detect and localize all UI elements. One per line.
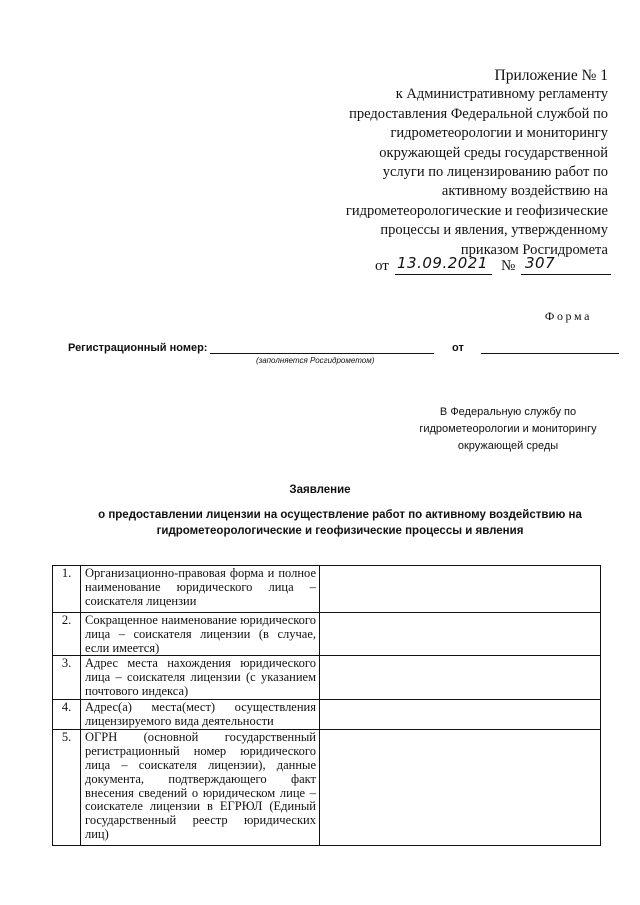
table-row [53,730,601,846]
addressee-line: В Федеральную службу по [439,406,577,418]
appendix-line: гидрометеорологические и геофизические [345,202,608,219]
row-label: Адрес(а) места(мест) осуществления лицензируемого вида деятельности [81,700,320,730]
application-table [52,565,601,846]
row-label: Адрес места нахождения юридического лица – соискателя лицензии (с указанием почтового индекса) [81,656,320,700]
row-number: 4. [53,700,81,730]
appendix-line: процессы и явления, утвержденному [380,222,608,239]
row-value-field[interactable] [320,700,601,730]
row-label: Организационно-правовая форма и полное наименование юридического лица – соискателя лицензии [81,566,320,613]
order-no: 307 [525,254,556,272]
form-label: Форма [544,309,592,323]
order-date-underline [395,274,492,275]
statement-title: Заявление [289,484,351,496]
row-number: 1. [53,566,81,613]
row-label: Сокращенное наименование юридического лица – соискателя лицензии (в случае, если имеется) [81,613,320,656]
order-no-label: № [501,258,516,274]
row-number: 3. [53,656,81,700]
appendix-title: Приложение № 1 [494,67,608,84]
order-reference [375,256,615,278]
addressee-line: окружающей среды [457,440,559,452]
order-no-underline [521,274,611,275]
registration-note: (заполняется Росгидрометом) [256,356,375,365]
appendix-line: приказом Росгидромета [460,241,608,258]
row-number: 5. [53,730,81,846]
table-row [53,613,601,656]
table-row [53,566,601,613]
order-from-label: от [375,258,389,274]
order-date: 13.09.2021 [397,254,488,272]
appendix-block [308,66,608,260]
row-value-field[interactable] [320,730,601,846]
registration-date-field[interactable] [481,353,619,354]
registration-label: Регистрационный номер: [68,342,208,354]
table-row [53,656,601,700]
addressee-line: гидрометеорологии и мониторингу [419,423,597,435]
appendix-line: к Административному регламенту [395,86,608,103]
statement-subtitle: о предоставлении лицензии на осуществление работ по активному воздействию на гидрометеорологические и геофизические процессы и явления [98,509,582,537]
appendix-line: окружающей среды государственной [379,144,608,161]
row-number: 2. [53,613,81,656]
row-value-field[interactable] [320,656,601,700]
row-label: ОГРН (основной государственный регистрационный номер юридического лица – соискателя лицензии), данные документа, подтверждающего факт внесения сведений о юридическом лице – соискателе лицензии в ЕГРЮЛ (Единый государственный реестр юридических лиц) [81,730,320,846]
row-value-field[interactable] [320,613,601,656]
row-value-field[interactable] [320,566,601,613]
appendix-line: предоставления Федеральной службой по [349,105,608,122]
table-row [53,700,601,730]
appendix-line: активному воздействию на [441,183,608,200]
registration-number-field[interactable] [210,353,434,354]
appendix-line: гидрометеорологии и мониторингу [390,125,608,142]
addressee-block [408,404,608,455]
registration-from-label: от [452,342,464,354]
appendix-line: услуги по лицензированию работ по [382,164,608,181]
